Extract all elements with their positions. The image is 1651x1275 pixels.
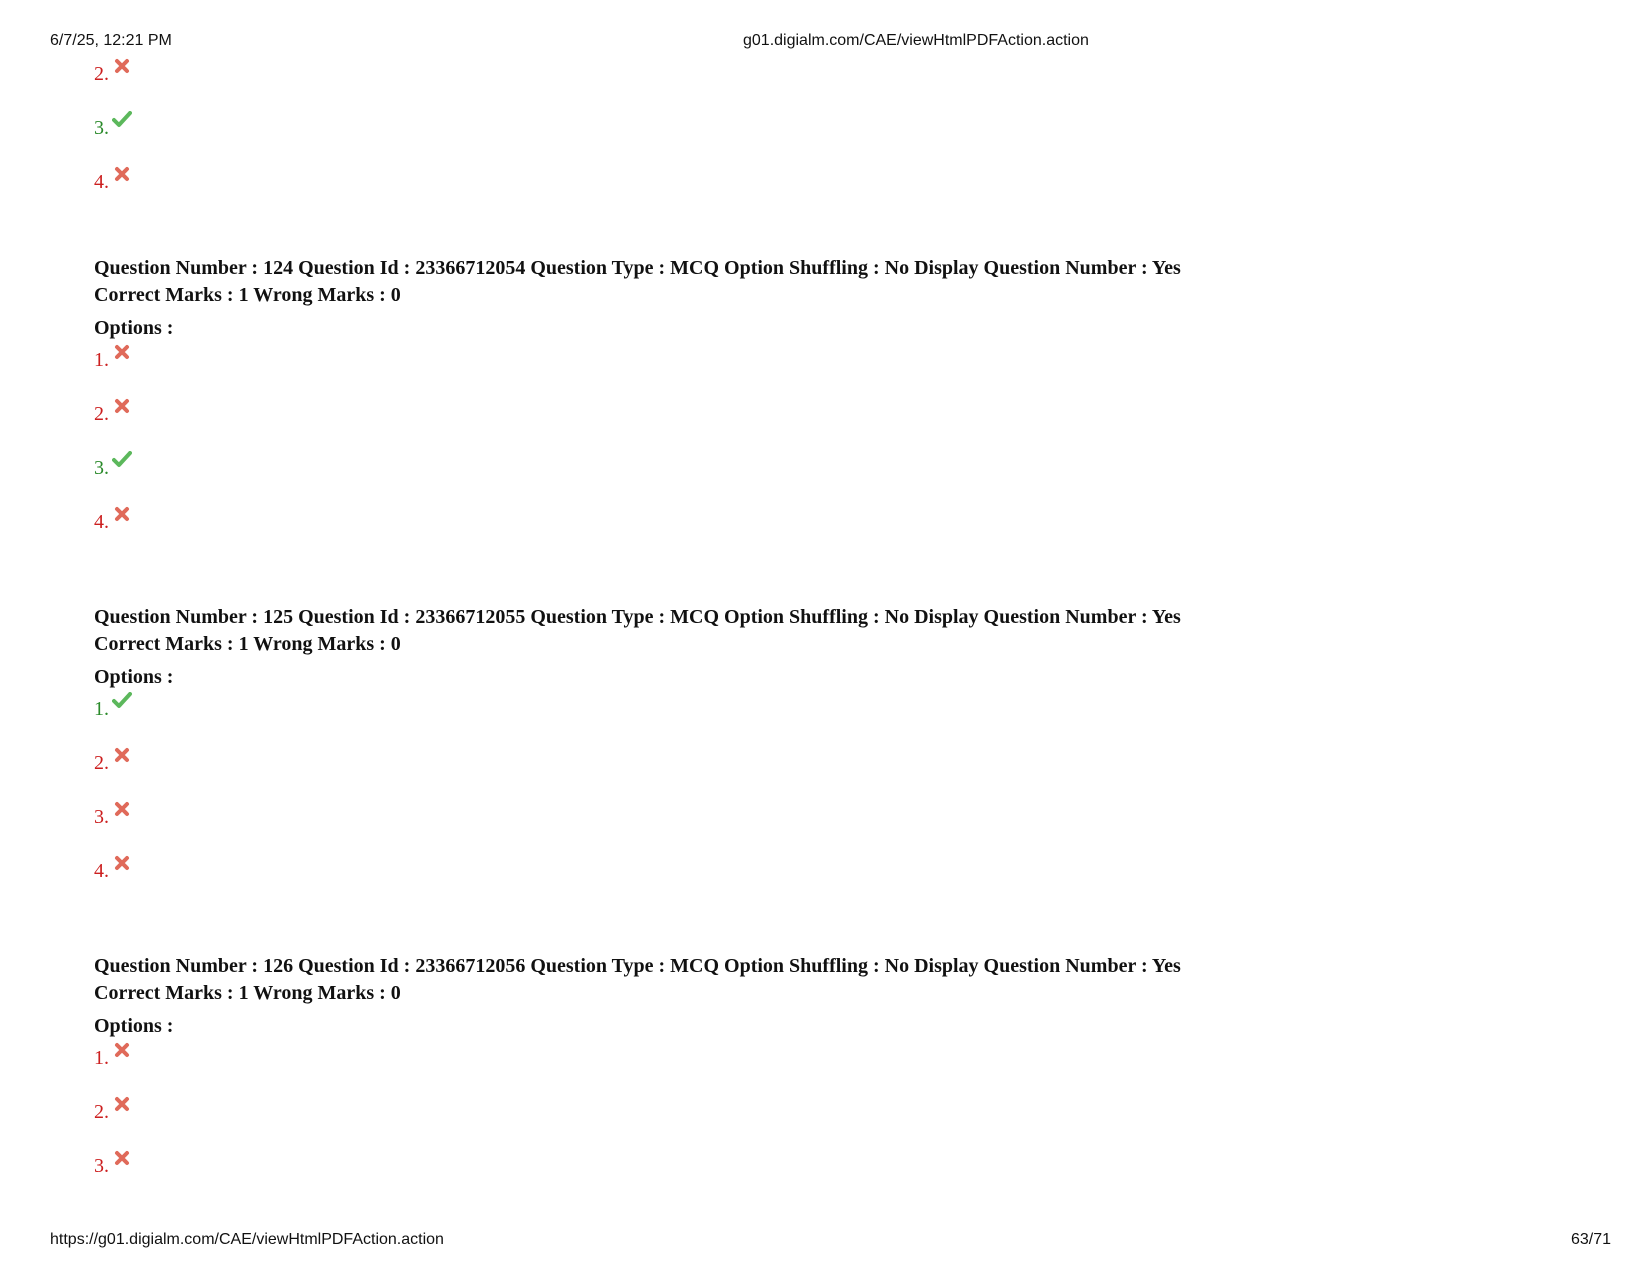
question-header-line2: Correct Marks : 1 Wrong Marks : 0	[94, 633, 401, 655]
check-icon	[112, 111, 132, 129]
check-icon	[112, 692, 132, 710]
question-header-line2: Correct Marks : 1 Wrong Marks : 0	[94, 284, 401, 306]
option-item	[94, 1155, 132, 1177]
option-number: 1.	[94, 1047, 109, 1069]
question-header-line2: Correct Marks : 1 Wrong Marks : 0	[94, 982, 401, 1004]
option-item	[94, 511, 132, 533]
option-number: 3.	[94, 457, 109, 479]
option-item	[94, 457, 132, 479]
cross-icon	[112, 1149, 132, 1167]
option-item	[94, 349, 132, 371]
option-item	[94, 171, 132, 193]
cross-icon	[112, 505, 132, 523]
question-header-line1: Question Number : 125 Question Id : 23366712055 Question Type : MCQ Option Shuffling : No Display Question Number : Yes	[94, 606, 1181, 628]
check-icon	[112, 451, 132, 469]
option-item	[94, 752, 132, 774]
cross-icon	[112, 854, 132, 872]
option-item	[94, 860, 132, 882]
page-counter: 63/71	[1570, 1231, 1611, 1248]
print-datetime: 6/7/25, 12:21 PM	[50, 32, 172, 49]
question-header-line1: Question Number : 126 Question Id : 23366712056 Question Type : MCQ Option Shuffling : No Display Question Number : Yes	[94, 955, 1181, 977]
footer-url: https://g01.digialm.com/CAE/viewHtmlPDFAction.action	[50, 1231, 444, 1248]
options-label: Options :	[94, 666, 174, 688]
cross-icon	[112, 1095, 132, 1113]
cross-icon	[112, 1041, 132, 1059]
option-number: 1.	[94, 349, 109, 371]
option-number: 2.	[94, 63, 109, 85]
option-item	[94, 117, 132, 139]
question-header-line1: Question Number : 124 Question Id : 23366712054 Question Type : MCQ Option Shuffling : No Display Question Number : Yes	[94, 257, 1181, 279]
page-title: g01.digialm.com/CAE/viewHtmlPDFAction.action	[743, 32, 1089, 49]
option-item	[94, 698, 132, 720]
options-label: Options :	[94, 317, 174, 339]
option-item	[94, 63, 132, 85]
cross-icon	[112, 397, 132, 415]
cross-icon	[112, 800, 132, 818]
cross-icon	[112, 746, 132, 764]
option-number: 3.	[94, 117, 109, 139]
option-number: 3.	[94, 806, 109, 828]
option-number: 1.	[94, 698, 109, 720]
option-number: 2.	[94, 752, 109, 774]
option-number: 2.	[94, 403, 109, 425]
option-number: 4.	[94, 511, 109, 533]
option-number: 2.	[94, 1101, 109, 1123]
cross-icon	[112, 165, 132, 183]
option-number: 4.	[94, 860, 109, 882]
option-number: 4.	[94, 171, 109, 193]
cross-icon	[112, 343, 132, 361]
option-item	[94, 806, 132, 828]
option-number: 3.	[94, 1155, 109, 1177]
option-item	[94, 403, 132, 425]
options-label: Options :	[94, 1015, 174, 1037]
option-item	[94, 1047, 132, 1069]
cross-icon	[112, 57, 132, 75]
option-item	[94, 1101, 132, 1123]
